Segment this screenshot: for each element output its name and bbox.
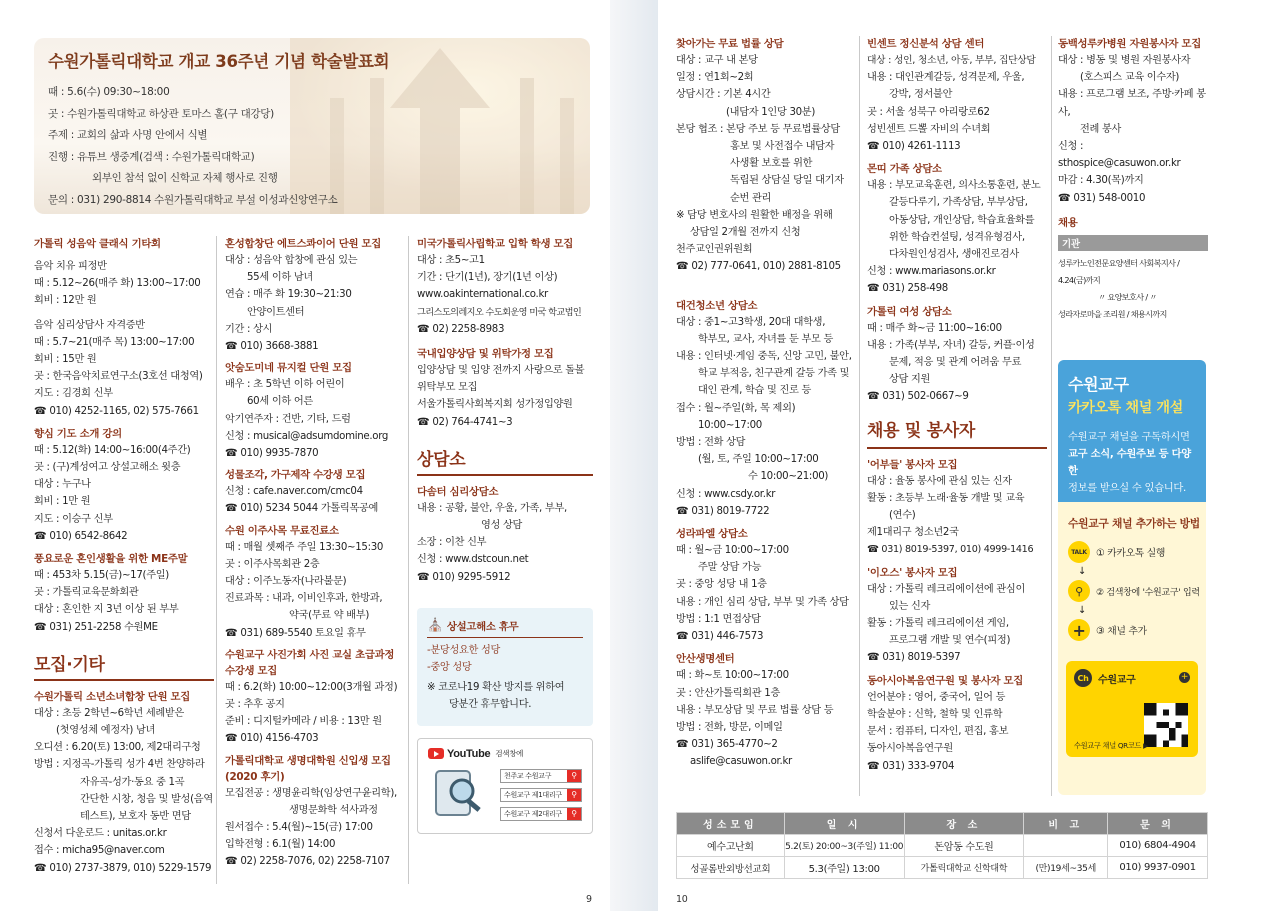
youtube-search-list — [500, 769, 582, 821]
kakao-step: TALK ① 카카오톡 실행 — [1068, 541, 1206, 563]
notice-line: 위한 학습컨설팅, 성격유형검사, — [889, 231, 1025, 243]
notice-line: 곳 : 이주사목회관 2층 — [225, 558, 320, 570]
kakao-step: + ③ 채널 추가 — [1068, 619, 1206, 641]
notice-line: 서울가톨릭사회복지회 성가정입양원 — [417, 399, 573, 411]
job-line: 성루카노인전문요양센터 사회복지사 / 4.24(금)까지 — [1058, 257, 1180, 285]
notice-line: ☎ 031) 689-5540 토요일 휴무 — [225, 627, 366, 639]
page-10 — [658, 0, 1265, 911]
notice-line: 신청 : sthospice@casuwon.or.kr — [1058, 141, 1181, 170]
notice-line: 내용 : 부모상담 및 무료 법률 상담 등 — [676, 704, 834, 716]
table-header: 비 고 — [1024, 813, 1108, 835]
notice-line: 곳 : (구)계성여고 상설고해소 윗층 — [34, 462, 181, 474]
notice-line: ☎ 031) 365-4770~2 — [676, 739, 778, 751]
notice-line: ☎ 010) 3668-3881 — [225, 341, 319, 353]
notice-title: 동아시아복음연구원 및 봉사자 모집 — [867, 674, 1024, 687]
notice-line: (연수) — [889, 510, 916, 522]
notice-line: 입양상담 및 입양 전까지 사랑으로 돌볼 — [417, 365, 585, 377]
arrow-down-icon: ↓ — [1078, 566, 1087, 577]
notice-line: 곳 : 서울 성북구 아리랑로62 — [867, 106, 990, 118]
notice-line: 대상 : 율동 봉사에 관심 있는 신자 — [867, 475, 1012, 487]
notice-title: 향심 기도 소개 강의 — [34, 427, 122, 440]
banner-line: 문의 : 031) 290-8814 수원가톨릭대학교 부설 이성과신앙연구소 — [48, 193, 338, 206]
notice-line: 60세 이하 어른 — [247, 396, 313, 408]
table-cell: 돈암동 수도원 — [904, 835, 1024, 857]
notice-line: 대상 : 가톨릭 레크리에이션에 관심이 — [867, 583, 1026, 595]
notice-line: 모집전공 : 생명윤리학(임상연구윤리학), — [225, 787, 397, 799]
search-icon: ⚲ — [567, 808, 581, 820]
table-cell: 010) 9937-0901 — [1108, 857, 1208, 879]
notice-line: 전례 봉사 — [1080, 123, 1122, 135]
banner-line: 주제 : 교회의 삶과 사명 안에서 식별 — [48, 129, 208, 141]
notice-line: 대상 : 초5~고1 — [417, 255, 485, 266]
notice-line: ※ 담당 변호사의 원활한 배정을 위해 — [676, 209, 833, 221]
notice-line: 신청서 다운로드 : unitas.or.kr — [34, 828, 167, 840]
notice-line: 대상 : 누구나 — [34, 479, 91, 491]
notice-line: 내용 : 가족(부부, 자녀) 갈등, 커플·이성 — [867, 339, 1035, 351]
notice-line: 갈등다루기, 가족상담, 부부상담, — [889, 197, 1028, 209]
notice-line: 내용 : 인터넷·게임 중독, 신앙 고민, 불안, — [676, 351, 852, 363]
notice-title: '이오스' 봉사자 모집 — [867, 566, 958, 579]
table-cell: 예수고난회 — [677, 835, 785, 857]
notice-line: ☎ 031) 8019-7722 — [676, 505, 770, 517]
notice-line: 상담 지원 — [889, 374, 931, 386]
notice-title: 풍요로운 혼인생활을 위한 ME주말 — [34, 553, 188, 566]
table-header-row — [677, 813, 1208, 835]
kakao-talk-icon: TALK — [1068, 541, 1090, 563]
notice-line: 신청 : musical@adsumdomine.org — [225, 430, 389, 442]
notice-line: 그리스도의레지오 수도회운영 미국 학교법인 — [417, 306, 582, 318]
kakao-step: ⚲ ② 검색창에 '수원교구' 입력 — [1068, 580, 1206, 602]
table-cell: 가톨릭대학교 신학대학 — [904, 857, 1024, 879]
notice-line: 생명문화학 석사과정 — [289, 804, 378, 816]
notice-line: 강박, 정서불안 — [889, 89, 953, 101]
youtube-logo-text: YouTube — [447, 747, 491, 760]
notice-line: 영성 상담 — [481, 520, 523, 532]
notice-line: (호스피스 교육 이수자) — [1080, 72, 1180, 84]
notice-line: 주말 상담 가능 — [698, 562, 762, 574]
symposium-banner — [34, 38, 590, 214]
notice-line: 테스트), 보호자 동반 면담 — [80, 811, 191, 823]
notice-line: 독립된 상담실 당일 대기자 — [730, 175, 844, 187]
notice-line: 신청 : cafe.naver.com/cmc04 — [225, 486, 363, 498]
job-line: 〃 요양보호사 / 〃 — [1098, 291, 1157, 302]
table-header: 성소모임 — [677, 813, 785, 835]
job-title: 채용 — [1058, 216, 1078, 229]
notice-line: ☎ 031) 548-0010 — [1058, 192, 1146, 204]
table-header: 일 시 — [784, 813, 904, 835]
page10-column-2 — [867, 36, 1047, 775]
notice-title: 가톨릭 여성 상담소 — [867, 305, 952, 318]
notice-line: ☎ 031) 8019-5397, 010) 4999-1416 — [867, 544, 1034, 556]
notice-title: 대건청소년 상담소 — [676, 299, 758, 312]
add-channel-icon[interactable]: + — [1180, 672, 1189, 682]
notice-line: 자유곡-성가·동요 중 1곡 — [80, 776, 185, 788]
notice-line: 활동 : 가톨릭 레크리에이션 게임, — [867, 618, 1009, 630]
notice-line: 마감 : 4.30(목)까지 — [1058, 175, 1144, 187]
notice-line: 대상 : 성인, 청소년, 아동, 부부, 집단상담 — [867, 55, 1036, 66]
notice-line: ☎ 010) 2737-3879, 010) 5229-1579 — [34, 862, 212, 874]
notice-line: 악기연주자 : 건반, 기타, 드럼 — [225, 413, 351, 425]
notice-line: 홍보 및 사전접수 내담자 — [730, 141, 835, 153]
notice-line: ☎ 010) 9295-5912 — [417, 571, 511, 583]
banner-line: 외부인 참석 없이 신학교 자체 행사로 진행 — [92, 172, 278, 184]
notice-title: 성라파엘 상담소 — [676, 528, 748, 541]
page10-column-1 — [676, 36, 858, 771]
page-9 — [0, 0, 610, 911]
confession-notice-box — [417, 608, 593, 726]
notice-line: 진료과목 : 내과, 이비인후과, 한방과, — [225, 593, 383, 605]
youtube-search-box — [417, 738, 593, 834]
phone-magnifier-icon — [428, 767, 488, 817]
page9-column-1 — [34, 236, 214, 877]
notice-line: 대인 관계, 학습 및 진로 등 — [698, 385, 812, 397]
section-heading-recruit-volunteer: 채용 및 봉사자 — [867, 420, 975, 441]
notice-line: 학술분야 : 신학, 철학 및 인류학 — [867, 708, 1003, 720]
notice-line: 회비 : 1만 원 — [34, 496, 91, 508]
job-table-head: 기관 — [1058, 235, 1208, 251]
notice-line: 10:00~17:00 — [698, 419, 762, 431]
notice-line: 때 : 453차 5.15(금)~17(주일) — [34, 570, 169, 582]
notice-line: 기간 : 상시 — [225, 323, 273, 335]
notice-line: 원서접수 : 5.4(월)~15(금) 17:00 — [225, 822, 373, 834]
notice-line: 대상 : 병동 및 병원 자원봉사자 — [1058, 55, 1191, 66]
notice-line: 문제, 적응 및 관계 어려움 무료 — [889, 357, 1022, 369]
notice-line: 사생활 보호를 위한 — [730, 158, 813, 170]
notice-line: 언어분야 : 영어, 중국어, 일어 등 — [867, 691, 1006, 703]
notice-title: 가톨릭 성음악 클래식 기타회 — [34, 238, 161, 250]
page9-column-3 — [417, 236, 593, 834]
qr-code-icon — [1144, 703, 1188, 747]
notice-line: 성빈센트 드뽈 자비의 수녀회 — [867, 123, 991, 135]
notice-line: 방법 : 전화 상담 — [676, 437, 746, 449]
notice-line: 상담일 2개월 전까지 신청 — [690, 227, 801, 239]
job-line: 성라자로마을 조리원 / 채용시까지 — [1058, 308, 1167, 319]
notice-line: -분당성요한 성당 — [427, 644, 501, 656]
notice-line: 간단한 시창, 청음 및 발성(음역 — [80, 793, 213, 805]
notice-line: 활동 : 초등부 노래·율동 개발 및 교육 — [867, 492, 1025, 504]
notice-title: 안산생명센터 — [676, 653, 735, 666]
notice-line: ☎ 031) 258-498 — [867, 283, 948, 295]
notice-line: 학부모, 교사, 자녀를 둔 부모 등 — [698, 333, 834, 345]
table-row — [677, 857, 1208, 879]
notice-title: 몬띠 가족 상담소 — [867, 163, 942, 176]
kakao-how-title: 수원교구 채널 추가하는 방법 — [1068, 517, 1200, 530]
notice-line: 배우 : 초 5학년 이하 어린이 — [225, 379, 345, 391]
notice-line: 곳 : 가톨릭교육문화회관 — [34, 587, 139, 599]
youtube-search-item[interactable]: 수원교구 제1대리구 ⚲ — [500, 788, 582, 802]
youtube-search-item[interactable]: 천주교 수원교구 ⚲ — [500, 769, 582, 783]
banner-title: 수원가톨릭대학교 개교 36주년 기념 학술발표회 — [48, 52, 390, 71]
notice-line: ☎ 031) 446-7573 — [676, 631, 764, 643]
notice-line: 일정 : 연1회~2회 — [676, 72, 754, 84]
notice-line: 수 10:00~21:00) — [748, 471, 829, 483]
banner-details — [48, 82, 337, 211]
notice-title: 수원가톨릭 소년소녀합창 단원 모집 — [34, 690, 191, 703]
notice-line: 때 : 매월 셋째주 주일 13:30~15:30 — [225, 541, 384, 553]
search-icon: ⚲ — [567, 789, 581, 801]
notice-line: 다차원인성검사, 생애진로검사 — [889, 249, 1019, 261]
section-heading-recruit: 모집·기타 — [34, 650, 214, 681]
notice-line: 소장 : 이찬 신부 — [417, 537, 487, 549]
notice-line: ☎ 02) 2258-8983 — [417, 323, 505, 335]
notice-line: 때 : 5.7~21(매주 목) 13:00~17:00 — [34, 336, 195, 348]
notice-line: ☎ 031) 251-2258 수원ME — [34, 621, 158, 633]
notice-line: -중앙 성당 — [427, 662, 472, 674]
search-icon: ⚲ — [567, 770, 581, 782]
notice-line: 때 : 6.2(화) 10:00~12:00(3개월 과정) — [225, 681, 398, 693]
search-icon: ⚲ — [1068, 580, 1090, 602]
notice-line: 당분간 휴무합니다. — [449, 699, 532, 711]
banner-line: 진행 : 유튜브 생중계(검색 : 수원가톨릭대학교) — [48, 150, 255, 163]
notice-line: 기간 : 단기(1년), 장기(1년 이상) — [417, 272, 558, 284]
vocation-meeting-table — [676, 812, 1208, 879]
notice-title: 동백성루카병원 자원봉사자 모집 — [1058, 38, 1201, 50]
notice-line: 천주교인권위원회 — [676, 244, 753, 256]
notice-line: 지도 : 김경희 신부 — [34, 388, 113, 400]
kakao-desc: 수원교구 채널을 구독하시면 — [1068, 431, 1190, 443]
notice-line: 대상 : 중1~고3학생, 20대 대학생, — [676, 316, 826, 328]
table-header: 장 소 — [904, 813, 1024, 835]
plus-icon: + — [1068, 619, 1090, 641]
youtube-search-caption: 검색창에 — [495, 749, 524, 759]
notice-line: 본당 협조 : 본당 주보 등 무료법률상담 — [676, 123, 840, 135]
notice-line: 준비 : 디지털카메라 / 비용 : 13만 원 — [225, 716, 382, 728]
notice-line: www.oakinternational.co.kr — [417, 289, 548, 301]
notice-line: 문서 : 컴퓨터, 디자인, 편집, 홍보 — [867, 726, 1009, 738]
notice-line: 때 : 월~금 10:00~17:00 — [676, 545, 789, 557]
notice-title: 찾아가는 무료 법률 상담 — [676, 38, 784, 50]
notice-line: ☎ 010) 6542-8642 — [34, 530, 128, 542]
table-cell: 5.3(주일) 13:00 — [784, 857, 904, 879]
section-heading-counseling: 상담소 — [417, 445, 593, 476]
notice-title: 수원교구 사진가회 사진 교실 초급과정 수강생 모집 — [225, 648, 395, 677]
notice-line: 지도 : 이승구 신부 — [34, 513, 113, 525]
notice-line: 내용 : 부모교육훈련, 의사소통훈련, 분노 — [867, 180, 1041, 192]
notice-line: ☎ 010) 4261-1113 — [867, 141, 961, 153]
notice-line: (월, 토, 주일 10:00~17:00 — [698, 454, 819, 466]
notice-line: 신청 : www.mariasons.or.kr — [867, 266, 996, 278]
notice-line: 방법 : 지정곡-가톨릭 성가 4번 찬양하라 — [34, 759, 205, 771]
notice-line: 위탁부모 모집 — [417, 382, 478, 394]
notice-line: 순번 관리 — [730, 192, 772, 204]
notice-line: ☎ 02) 777-0641, 010) 2881-8105 — [676, 261, 841, 273]
qr-code-label: 수원교구 채널 QR코드 ▶ — [1074, 741, 1149, 750]
notice-line: ☎ 02) 764-4741~3 — [417, 416, 513, 428]
notice-line: 내용 : 공황, 불안, 우울, 가족, 부부, — [417, 502, 567, 514]
notice-line: ☎ 010) 9935-7870 — [225, 448, 319, 460]
notice-line: ☎ 031) 502-0667~9 — [867, 391, 969, 403]
kakao-title: 수원교구 — [1068, 375, 1129, 394]
notice-line: 대상 : 초등 2학년~6학년 세례받은 — [34, 707, 184, 719]
notice-line: ☎ 010) 4252-1165, 02) 575-7661 — [34, 405, 199, 417]
notice-line: 대상 : 혼인한 지 3년 이상 된 부부 — [34, 604, 179, 616]
table-row — [677, 835, 1208, 857]
kakao-channel-box — [1058, 360, 1206, 795]
page-number: 9 — [586, 894, 592, 905]
notice-line: 곳 : 안산가톨릭회관 1층 — [676, 687, 780, 699]
notice-line: 곳 : 추후 공지 — [225, 699, 285, 711]
notice-line: ☎ 02) 2258-7076, 02) 2258-7107 — [225, 856, 390, 868]
notice-line: 있는 신자 — [889, 600, 931, 612]
page-gutter — [610, 0, 658, 911]
banner-line: 때 : 5.6(수) 09:30~18:00 — [48, 86, 170, 98]
notice-line: 안양이트센터 — [247, 306, 305, 318]
notice-line: 대상 : 교구 내 본당 — [676, 55, 758, 66]
notice-line: 동아시아복음연구원 — [867, 743, 953, 755]
notice-line: 내용 : 대인관계갈등, 성격문제, 우울, — [867, 72, 1025, 84]
notice-line: 입학전형 : 6.1(월) 14:00 — [225, 839, 336, 851]
notice-title: 국내입양상담 및 위탁가정 모집 — [417, 348, 554, 361]
notice-line: 제1대리구 청소년2국 — [867, 527, 959, 539]
notice-line: 약국(무료 약 배부) — [289, 610, 370, 622]
notice-title: 성물조각, 가구제작 수강생 모집 — [225, 469, 366, 482]
notice-line: ☎ 010) 4156-4703 — [225, 733, 319, 745]
notice-title: 수원 이주사목 무료진료소 — [225, 524, 339, 537]
notice-line: 곳 : 중앙 성당 내 1층 — [676, 579, 767, 591]
notice-line: 55세 이하 남녀 — [247, 272, 313, 284]
notice-line: ☎ 031) 333-9704 — [867, 760, 955, 772]
table-header: 문 의 — [1108, 813, 1208, 835]
notice-line: 접수 : micha95@naver.com — [34, 845, 165, 857]
notice-line: 상담시간 : 기본 4시간 — [676, 89, 771, 101]
notice-line: 연습 : 매주 화 19:30~21:30 — [225, 289, 352, 301]
notice-line: 대상 : 성음악 합창에 관심 있는 — [225, 255, 358, 266]
kakao-desc: 교구 소식, 수원주보 등 다양한 — [1068, 448, 1191, 477]
youtube-play-icon — [428, 748, 444, 759]
table-cell — [1024, 835, 1108, 857]
notice-line: ☎ 010) 5234 5044 가톨릭목공예 — [225, 503, 379, 515]
notice-title: 빈센트 정신분석 상담 센터 — [867, 38, 985, 50]
notice-line: 때 : 5.12(화) 14:00~16:00(4주간) — [34, 444, 191, 456]
kakao-desc: 정보를 받으실 수 있습니다. — [1068, 482, 1187, 494]
notice-line: 곳 : 한국음악치료연구소(3호선 대청역) — [34, 371, 203, 383]
notice-line: 음악 치유 피정반 — [34, 261, 107, 272]
channel-logo-icon: Ch — [1074, 669, 1092, 687]
notice-title: 다솜터 심리상담소 — [417, 485, 499, 498]
notice-line: 내용 : 개인 심리 상담, 부부 및 가족 상담 — [676, 596, 849, 608]
table-cell: 5.2(토) 20:00~3(주일) 11:00 — [784, 835, 904, 857]
page10-column-3 — [1058, 36, 1208, 323]
channel-name: 수원교구 — [1098, 674, 1136, 686]
notice-line: 내용 : 프로그램 보조, 주방·카페 봉사, — [1058, 89, 1206, 118]
notice-title: 혼성합창단 에트스콰이어 단원 모집 — [225, 238, 382, 250]
notice-box-title: 상설고해소 휴무 — [446, 620, 519, 633]
youtube-search-item[interactable]: 수원교구 제2대리구 ⚲ — [500, 807, 582, 821]
notice-line: (내담자 1인당 30분) — [726, 106, 816, 118]
notice-line: (첫영성체 예정자) 남녀 — [56, 725, 156, 737]
notice-line: 음악 심리상담사 자격증반 — [34, 319, 145, 331]
notice-title: 가톨릭대학교 생명대학원 신입생 모집 (2020 후기) — [225, 754, 391, 783]
notice-line: 접수 : 월~주일(화, 목 제외) — [676, 402, 796, 414]
notice-line: 때 : 화~토 10:00~17:00 — [676, 670, 789, 682]
notice-line: 방법 : 전화, 방문, 이메일 — [676, 721, 783, 733]
page9-column-2 — [225, 236, 405, 871]
notice-line: 대상 : 이주노동자(나라불문) — [225, 576, 347, 588]
notice-line: 신청 : www.csdy.or.kr — [676, 488, 776, 500]
notice-line: 방법 : 1:1 면접상담 — [676, 613, 761, 625]
notice-line: 학교 부적응, 친구관계 갈등 가족 및 — [698, 368, 850, 380]
table-cell: (만)19세~35세 — [1024, 857, 1108, 879]
notice-line: ☎ 031) 8019-5397 — [867, 652, 961, 664]
church-icon: ⛪ — [427, 617, 443, 633]
notice-title: 앗숨도미네 뮤지컬 단원 모집 — [225, 362, 352, 375]
notice-line: aslife@casuwon.or.kr — [690, 756, 792, 768]
notice-line: 오디션 : 6.20(토) 13:00, 제2대리구청 — [34, 742, 201, 754]
kakao-subtitle: 카카오톡 채널 개설 — [1068, 400, 1183, 416]
notice-line: 회비 : 15만 원 — [34, 354, 97, 366]
notice-line: 신청 : www.dstcoun.net — [417, 554, 529, 566]
notice-title: 미국가톨릭사립학교 입학 학생 모집 — [417, 238, 574, 250]
notice-line: 아동상담, 개인상담, 학습효율화를 — [889, 214, 1035, 226]
notice-line: 프로그램 개발 및 연수(피정) — [889, 635, 1011, 647]
page-number: 10 — [676, 894, 688, 905]
notice-line: 때 : 매주 화~금 11:00~16:00 — [867, 322, 1002, 334]
notice-line: 회비 : 12만 원 — [34, 295, 97, 307]
notice-title: '어부들' 봉사자 모집 — [867, 458, 958, 471]
kakao-channel-card[interactable] — [1066, 661, 1198, 757]
banner-line: 곳 : 수원가톨릭대학교 하상관 토마스 홀(구 대강당) — [48, 107, 274, 120]
notice-line: ※ 코로나19 확산 방지를 위하여 — [427, 682, 565, 694]
notice-line: 때 : 5.12~26(매주 화) 13:00~17:00 — [34, 278, 201, 290]
table-cell: 성골롬반외방선교회 — [677, 857, 785, 879]
arrow-down-icon: ↓ — [1078, 605, 1087, 616]
table-cell: 010) 6804-4904 — [1108, 835, 1208, 857]
